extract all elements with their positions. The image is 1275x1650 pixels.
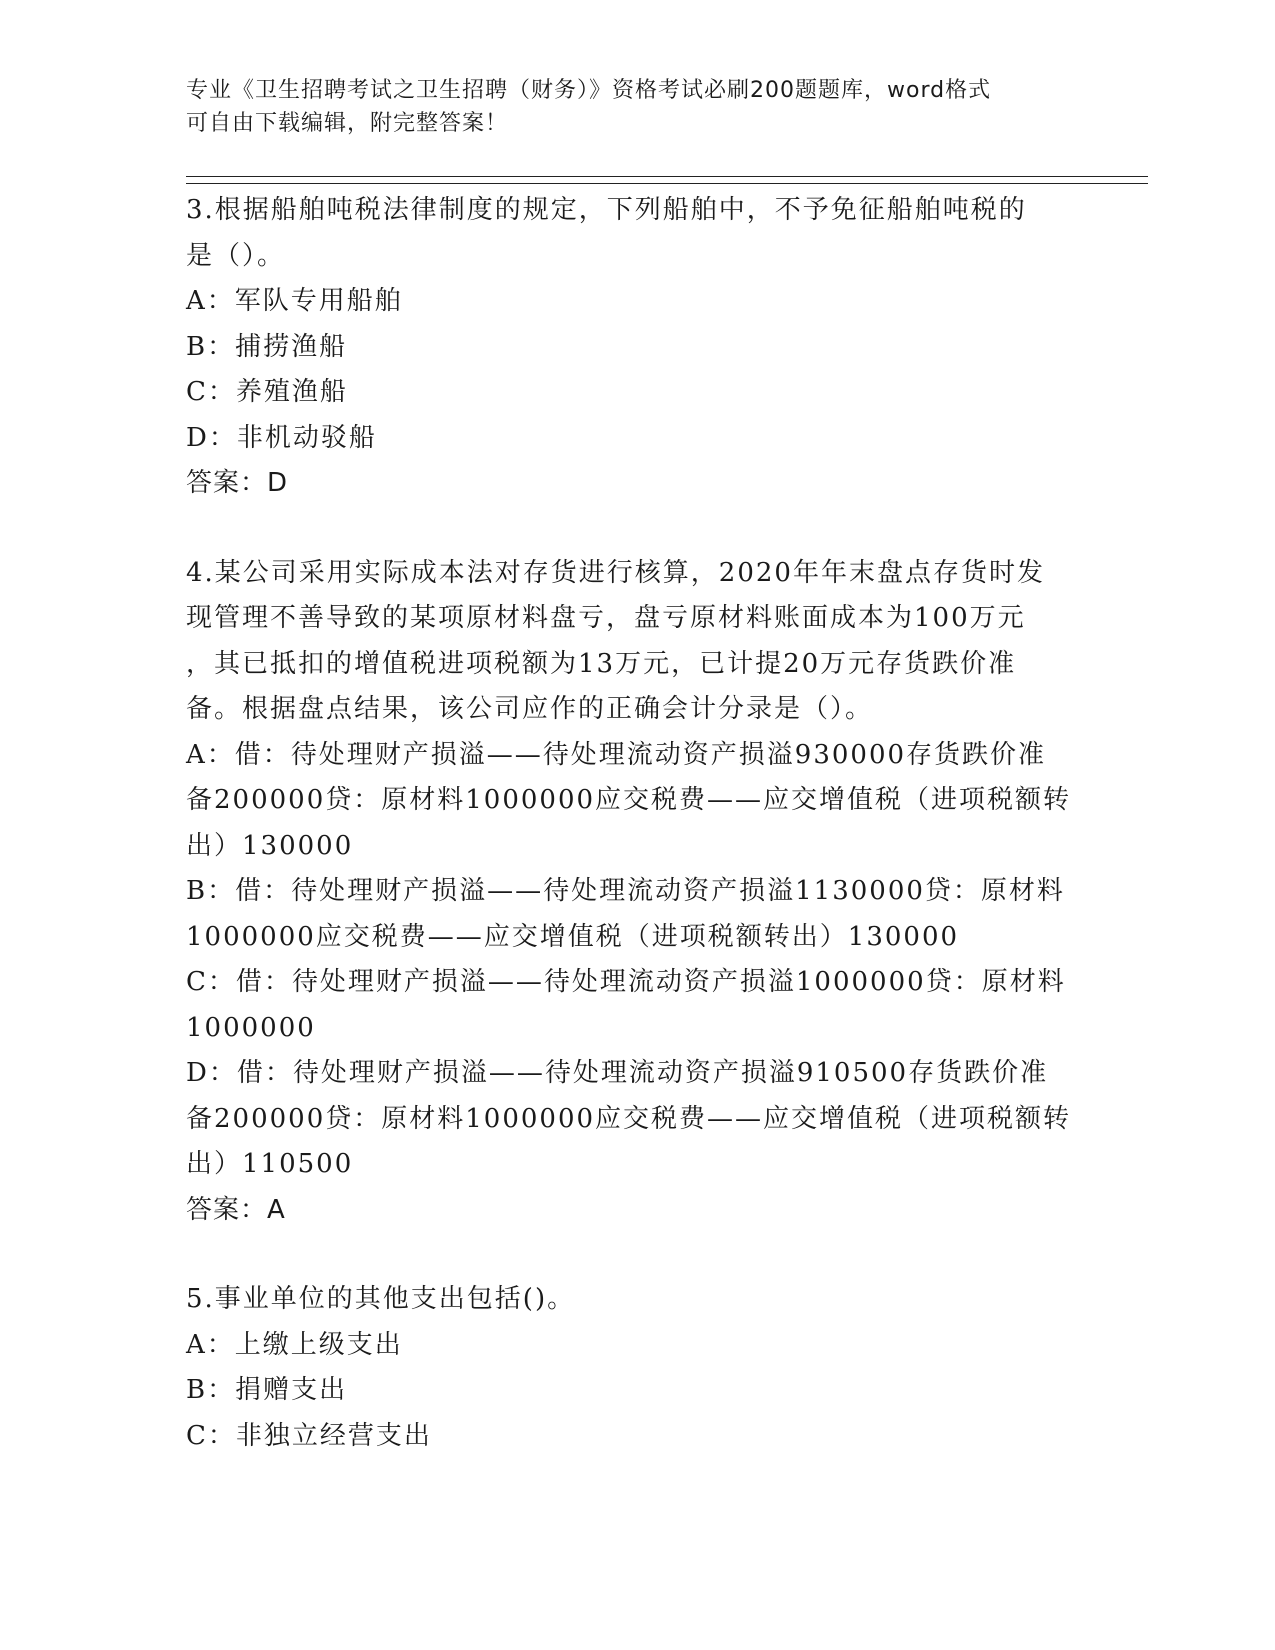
stem-line: 3.根据船舶吨税法律制度的规定，下列船舶中，不予免征船舶吨税的 [186,195,1027,225]
question-5 [186,1277,1086,1459]
option-a: A：上缴上级支出 [186,1329,403,1360]
option-b: B：捐赠支出 [186,1375,348,1405]
header-line: 专业《卫生招聘考试之卫生招聘（财务）》资格考试必刷200题题库，word格式 [186,78,992,103]
stem-line: ，其已抵扣的增值税进项税额为13万元，已计提20万元存货跌价准 [186,648,1017,679]
option-line: A：借：待处理财产损溢——待处理流动资产损溢930000存货跌价准 [186,739,1047,770]
question-stem [186,188,1086,279]
option-line: 出）110500 [186,1149,354,1179]
option-b: B：捕捞渔船 [186,331,348,362]
question-stem [186,551,1086,733]
stem-line: 是（）。 [186,240,286,271]
question-3 [186,188,1086,507]
option-d [186,1051,1086,1188]
header-divider [186,183,1148,184]
header-divider [186,176,1148,177]
question-4 [186,551,1086,1234]
header-line: 可自由下载编辑，附完整答案！ [186,111,509,136]
option-a [186,733,1086,870]
option-line: 备200000贷：原材料1000000应交税费——应交增值税（进项税额转 [186,1103,1072,1134]
stem-line: 现管理不善导致的某项原材料盘亏，盘亏原材料账面成本为100万元 [186,603,1026,633]
option-line: C：借：待处理财产损溢——待处理流动资产损溢1000000贷：原材料 [186,967,1066,997]
option-b [186,869,1086,960]
option-d: D：非机动驳船 [186,422,377,453]
question-stem [186,1277,1086,1323]
question-list [186,188,1086,1459]
stem-line: 备。根据盘点结果，该公司应作的正确会计分录是（）。 [186,694,874,724]
option-line: 1000000 [186,1012,316,1043]
option-line: 1000000应交税费——应交增值税（进项税额转出）130000 [186,921,960,952]
option-c: C：非独立经营支出 [186,1420,432,1451]
option-a: A：军队专用船舶 [186,286,403,316]
option-c: C：养殖渔船 [186,377,348,407]
document-header [186,74,1066,140]
option-line: B：借：待处理财产损溢——待处理流动资产损溢1130000贷：原材料 [186,876,1065,906]
answer: 答案：D [186,468,289,498]
stem-line: 4.某公司采用实际成本法对存货进行核算，2020年年末盘点存货时发 [186,557,1045,588]
option-line: 出）130000 [186,830,354,861]
stem-line: 5.事业单位的其他支出包括()。 [186,1284,576,1314]
option-line: D：借：待处理财产损溢——待处理流动资产损溢910500存货跌价准 [186,1058,1049,1088]
answer: 答案：A [186,1194,286,1225]
option-line: 备200000贷：原材料1000000应交税费——应交增值税（进项税额转 [186,785,1072,815]
option-c [186,960,1086,1051]
